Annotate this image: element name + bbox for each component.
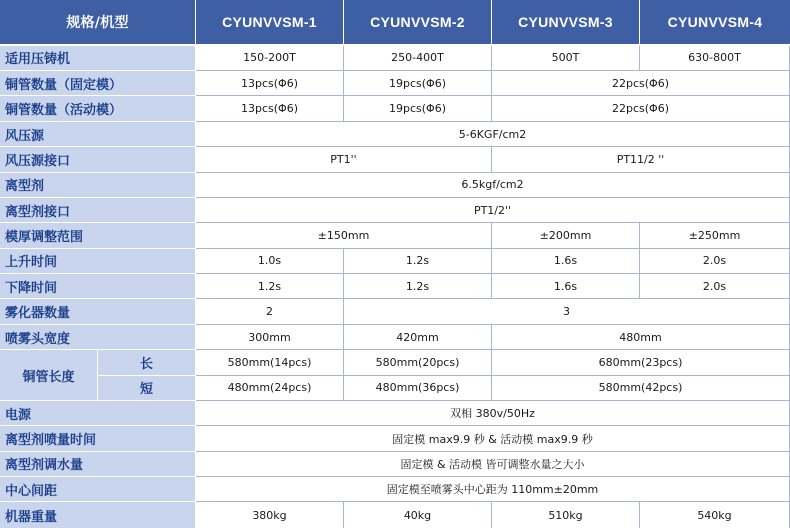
cell: PT11/2 ''	[492, 147, 790, 172]
header-corner: 规格/机型	[0, 0, 196, 46]
row-air-port	[0, 147, 790, 172]
model-header-4: CYUNVVSM-4	[640, 0, 790, 46]
cell: 480mm	[492, 325, 790, 350]
cell: 1.2s	[196, 274, 344, 299]
cell: 480mm(36pcs)	[344, 376, 492, 401]
row-label: 适用压铸机	[0, 46, 196, 71]
cell: PT1/2''	[196, 198, 790, 223]
header-row	[0, 0, 790, 46]
row-release-agent	[0, 173, 790, 198]
sub-label-long: 长	[98, 350, 196, 375]
cell: 1.6s	[492, 249, 640, 274]
cell: ±150mm	[196, 223, 492, 248]
cell: 540kg	[640, 502, 790, 528]
cell: 13pcs(Φ6)	[196, 96, 344, 121]
cell: 40kg	[344, 502, 492, 528]
row-tubes-moving	[0, 96, 790, 121]
row-mold-range	[0, 223, 790, 248]
cell: 580mm(42pcs)	[492, 376, 790, 401]
cell: 500T	[492, 46, 640, 71]
cell: 2.0s	[640, 249, 790, 274]
cell: PT1''	[196, 147, 492, 172]
cell: 1.2s	[344, 249, 492, 274]
row-label: 模厚调整范围	[0, 223, 196, 248]
row-label: 离型剂喷量时间	[0, 426, 196, 451]
row-press	[0, 46, 790, 71]
cell: 380kg	[196, 502, 344, 528]
cell: 固定模 max9.9 秒 & 活动模 max9.9 秒	[196, 426, 790, 451]
row-tube-length-long	[0, 350, 790, 375]
row-label: 雾化器数量	[0, 299, 196, 324]
row-water-adjust	[0, 452, 790, 477]
row-nozzle-width	[0, 325, 790, 350]
row-label: 上升时间	[0, 249, 196, 274]
cell: 2.0s	[640, 274, 790, 299]
row-label: 下降时间	[0, 274, 196, 299]
cell: 1.2s	[344, 274, 492, 299]
row-spray-time	[0, 426, 790, 451]
row-label: 离型剂调水量	[0, 452, 196, 477]
cell: 630-800T	[640, 46, 790, 71]
cell: 22pcs(Φ6)	[492, 71, 790, 96]
row-atomizers	[0, 299, 790, 324]
cell: ±250mm	[640, 223, 790, 248]
row-label: 铜管数量（活动模）	[0, 96, 196, 121]
cell: 5-6KGF/cm2	[196, 122, 790, 147]
row-label: 铜管长度	[0, 350, 98, 401]
row-label: 离型剂接口	[0, 198, 196, 223]
row-weight	[0, 502, 790, 528]
row-label: 喷雾头宽度	[0, 325, 196, 350]
row-fall-time	[0, 274, 790, 299]
cell: 固定模 & 活动模 皆可调整水量之大小	[196, 452, 790, 477]
cell: 双相 380v/50Hz	[196, 401, 790, 426]
cell: 580mm(14pcs)	[196, 350, 344, 375]
cell: ±200mm	[492, 223, 640, 248]
cell: 2	[196, 299, 344, 324]
cell: 6.5kgf/cm2	[196, 173, 790, 198]
row-rise-time	[0, 249, 790, 274]
cell: 3	[344, 299, 790, 324]
cell: 固定模至喷雾头中心距为 110mm±20mm	[196, 477, 790, 502]
cell: 420mm	[344, 325, 492, 350]
row-label: 风压源接口	[0, 147, 196, 172]
row-label: 中心间距	[0, 477, 196, 502]
cell: 510kg	[492, 502, 640, 528]
row-label: 铜管数量（固定模）	[0, 71, 196, 96]
cell: 1.6s	[492, 274, 640, 299]
row-release-port	[0, 198, 790, 223]
cell: 250-400T	[344, 46, 492, 71]
sub-label-short: 短	[98, 376, 196, 401]
row-label: 风压源	[0, 122, 196, 147]
model-header-2: CYUNVVSM-2	[344, 0, 492, 46]
row-tubes-fixed	[0, 71, 790, 96]
cell: 480mm(24pcs)	[196, 376, 344, 401]
row-air-source	[0, 122, 790, 147]
cell: 22pcs(Φ6)	[492, 96, 790, 121]
cell: 150-200T	[196, 46, 344, 71]
cell: 300mm	[196, 325, 344, 350]
cell: 13pcs(Φ6)	[196, 71, 344, 96]
row-label: 电源	[0, 401, 196, 426]
cell: 580mm(20pcs)	[344, 350, 492, 375]
row-label: 离型剂	[0, 173, 196, 198]
row-tube-length-short	[0, 376, 790, 401]
row-label: 机器重量	[0, 502, 196, 528]
row-power	[0, 401, 790, 426]
cell: 19pcs(Φ6)	[344, 96, 492, 121]
model-header-3: CYUNVVSM-3	[492, 0, 640, 46]
row-center-distance	[0, 477, 790, 502]
model-header-1: CYUNVVSM-1	[196, 0, 344, 46]
cell: 19pcs(Φ6)	[344, 71, 492, 96]
cell: 1.0s	[196, 249, 344, 274]
cell: 680mm(23pcs)	[492, 350, 790, 375]
